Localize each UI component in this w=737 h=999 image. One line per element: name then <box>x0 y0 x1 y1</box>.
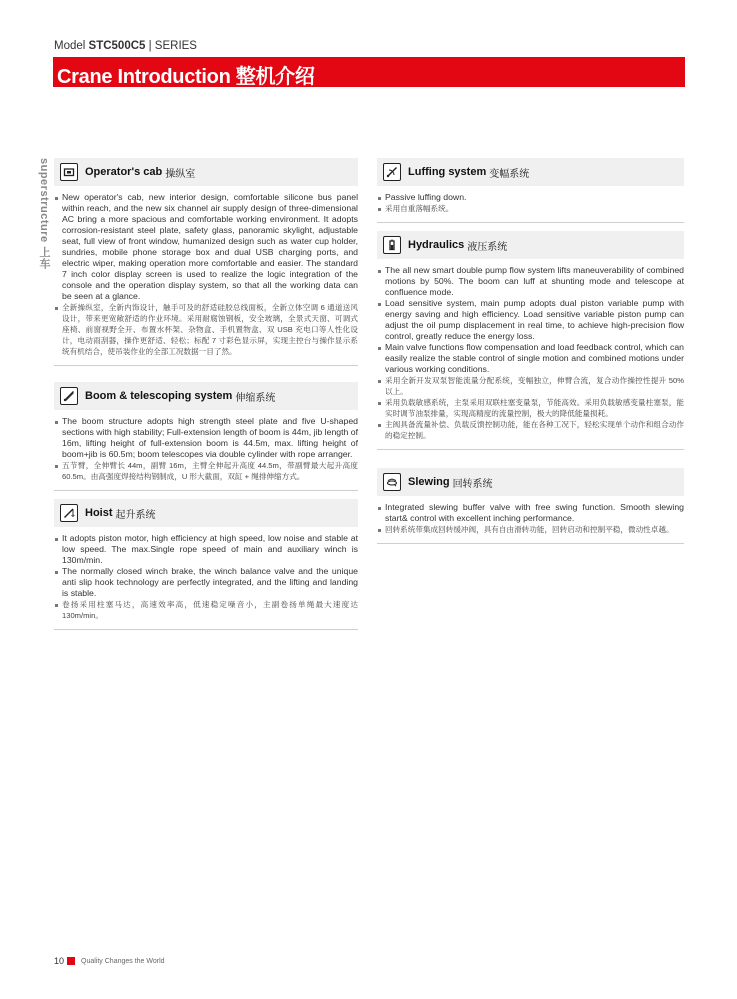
section-title-cn: 液压系统 <box>467 241 508 253</box>
red-square-icon <box>67 957 75 965</box>
section-luffing <box>377 158 684 223</box>
list-item: Main valve functions flow compensation and load feedback control, which can easily realize the stable control of single motion and combined motions under various working conditions. <box>377 342 684 375</box>
section-title: Boom & telescoping system <box>85 390 233 402</box>
left-column <box>54 158 358 638</box>
model-line: Model STC500C5 | SERIES <box>54 40 197 52</box>
section-title-cn: 回转系统 <box>452 478 493 490</box>
hoist-icon <box>60 504 78 522</box>
section-title-cn: 伸缩系统 <box>235 392 276 404</box>
item-list <box>377 502 684 535</box>
section-slewing <box>377 458 684 544</box>
list-item: 全新操纵室，全新内饰设计，触手可及的舒适硅胶总线面板，全新立体空调 6 通道送风设计，带来更宽敞舒适的作业环境。采用耐腐蚀钢板，安全玻璃，全景式天窗、可调式座椅、前窗视野全开、布置水杯架、杂物盒、手机置物盒、双 USB 充电口等人性化设计，电动雨刮器，操作更舒适、轻松；标配 7 寸彩色显示屏，实现主控台与操作显示系统有机结合，使吊装作业的全部工况数据一目了然。 <box>54 302 358 357</box>
footer-slogan: Quality Changes the World <box>81 957 165 965</box>
page-number: 10 <box>54 956 65 966</box>
item-list <box>377 192 684 214</box>
section-header <box>377 468 684 496</box>
list-item: 卷扬采用柱塞马达，高速效率高，低速稳定噪音小，主副卷扬单绳最大速度达 130m/min。 <box>54 599 358 621</box>
list-item: 回转系统带集成回转缓冲阀，具有自由滑转功能，回转启动和控制平稳，微动性卓越。 <box>377 524 684 535</box>
section-title-cn: 操纵室 <box>165 168 196 180</box>
section-boom <box>54 374 358 491</box>
page-title: Crane Introduction 整机介绍 <box>57 66 315 88</box>
list-item: The boom structure adopts high strength steel plate and five U-shaped sections with high stability; Full-extension length of boom is 44m, jib length of 16m, lifting height of full-extension boom is 44.5m, max. lifting height of boom+jib is 60.5m; boom telescopes via double cylinder with rope arranger. <box>54 416 358 460</box>
section-header <box>54 499 358 527</box>
section-title-cn: 起升系统 <box>115 509 156 521</box>
item-list <box>377 265 684 441</box>
model-code: STC500C5 <box>88 40 146 52</box>
section-title: Hoist <box>85 507 113 519</box>
section-operators-cab <box>54 158 358 366</box>
item-list <box>54 416 358 482</box>
section-header <box>377 158 684 186</box>
section-title: Operator's cab <box>85 166 163 178</box>
section-header <box>377 231 684 259</box>
item-list <box>54 533 358 621</box>
section-hydraulics <box>377 231 684 450</box>
section-header <box>54 382 358 410</box>
slewing-icon <box>383 473 401 491</box>
section-title: Luffing system <box>408 166 487 178</box>
list-item: The normally closed winch brake, the winch balance valve and the unique anti slip hook technology are perfectly integrated, and the lifting and landing is stable. <box>54 566 358 599</box>
side-label: superstructure 上车 <box>38 158 50 270</box>
title-bar <box>53 57 685 87</box>
list-item: 采用自重落幅系统。 <box>377 203 684 214</box>
cab-icon <box>60 163 78 181</box>
section-header <box>54 158 358 186</box>
hydraulics-icon <box>383 236 401 254</box>
luffing-icon <box>383 163 401 181</box>
list-item: New operator's cab, new interior design, comfortable silicone bus panel within reach, and the new six channel air supply design of three-dimensional AC bring a more spacious and comfortable working environment. It adopts corrosion-resistant steel plate, safety glass, panoramic skylight, adjustable seat, full view of front window, humanized design such as water cup holder, sundries, mobile phone storage box and dual USB charging ports, and electric wiper, making operation more comfortable and easier. The standard 7 inch color display screen is used to realize the logic integration of the console and the operation display system, so that all the working data can be seen at a glance. <box>54 192 358 302</box>
item-list <box>54 192 358 357</box>
list-item: Integrated slewing buffer valve with free swing function. Smooth slewing start& control with excellent inching performance. <box>377 502 684 524</box>
list-item: The all new smart double pump flow system lifts maneuverability of combined motions by 50%. The boom can luff at shunting mode and telescope at confluence mode. <box>377 265 684 298</box>
list-item: 采用全新开发双泵智能流量分配系统，变幅独立，伸臂合流，复合动作操控性提升 50% 以上。 <box>377 375 684 397</box>
list-item: Load sensitive system, main pump adopts dual piston variable pump with energy saving and high efficiency. Load sensitive variable piston pump can adjust the oil pump displacement in real time, to achieve high-precision flow control, greatly reduce the energy loss. <box>377 298 684 342</box>
boom-icon <box>60 387 78 405</box>
section-hoist <box>54 499 358 630</box>
footer <box>54 956 165 966</box>
section-title: Slewing <box>408 476 450 488</box>
section-title-cn: 变幅系统 <box>489 168 530 180</box>
list-item: 采用负载敏感系统，主泵采用双联柱塞变量泵，节能高效。采用负载敏感变量柱塞泵，能实时调节油泵排量，实现高精度的流量控制，极大的降低能量损耗。 <box>377 397 684 419</box>
list-item: 主阀具备流量补偿、负载反馈控制功能，能在各种工况下，轻松实现单个动作和组合动作的稳定控制。 <box>377 419 684 441</box>
right-column <box>377 158 684 552</box>
section-title: Hydraulics <box>408 239 465 251</box>
list-item: 五节臂，全伸臂长 44m，副臂 16m，主臂全伸起升高度 44.5m，带副臂最大起升高度 60.5m。由高强度焊接结构钢制成，U 形大截面，双缸 + 绳排伸缩方式。 <box>54 460 358 482</box>
list-item: Passive luffing down. <box>377 192 684 203</box>
list-item: It adopts piston motor, high efficiency at high speed, low noise and stable at low speed. The max.Single rope speed of main and auxiliary winch is 130m/min. <box>54 533 358 566</box>
